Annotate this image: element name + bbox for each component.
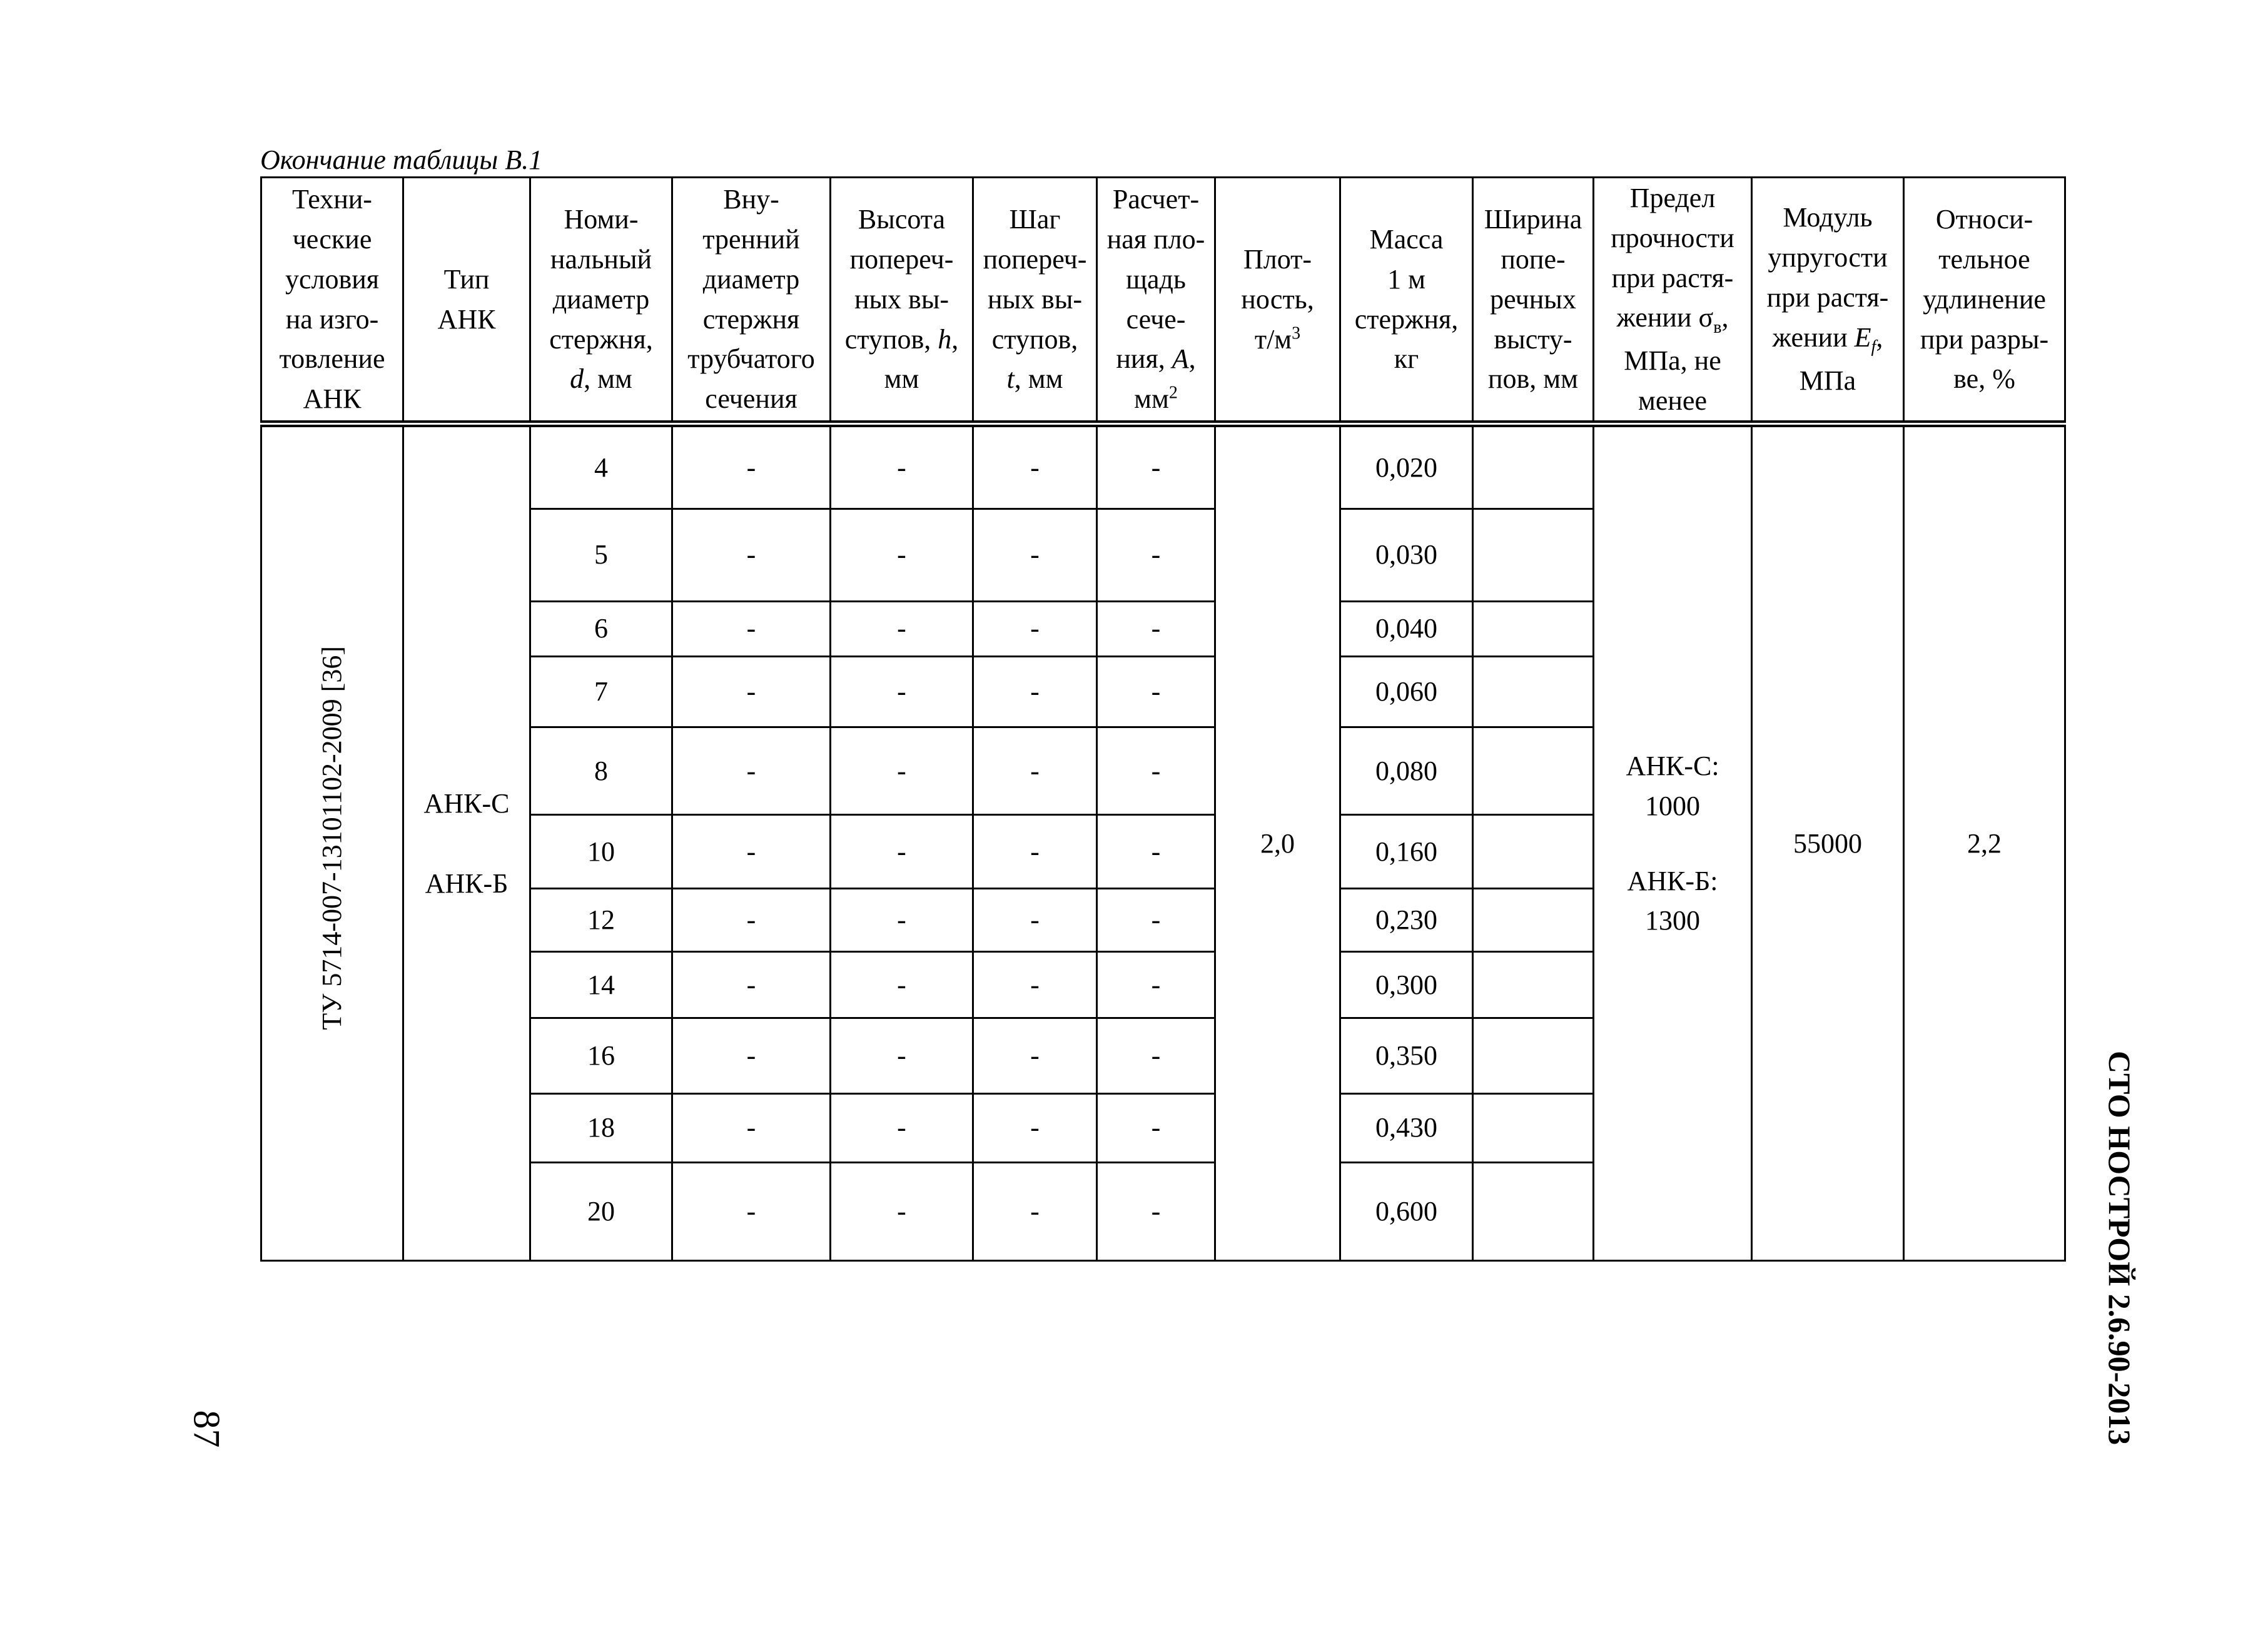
cell-area: - bbox=[1097, 1018, 1215, 1093]
cell-inner: - bbox=[672, 1093, 831, 1162]
cell-area: - bbox=[1097, 889, 1215, 952]
cell-area: - bbox=[1097, 1162, 1215, 1260]
cell-mass: 0,430 bbox=[1340, 1093, 1473, 1162]
cell-h: - bbox=[831, 952, 973, 1018]
cell-width bbox=[1473, 1093, 1594, 1162]
cell-t: - bbox=[973, 815, 1097, 889]
cell-modulus: 55000 bbox=[1752, 424, 1904, 1261]
cell-types: АНК-С АНК-Б bbox=[403, 424, 530, 1261]
header-type: Тип АНК bbox=[403, 178, 530, 424]
cell-t: - bbox=[973, 1093, 1097, 1162]
header-elastic-modulus: Модуль упругости при растя- жении $E_f$, МПа bbox=[1752, 178, 1904, 424]
header-tensile-strength: Предел прочности при растя- жении $\sigma_в$, МПа, не менее bbox=[1594, 178, 1752, 424]
cell-mass: 0,350 bbox=[1340, 1018, 1473, 1093]
cell-mass: 0,300 bbox=[1340, 952, 1473, 1018]
cell-d: 6 bbox=[530, 601, 672, 656]
cell-mass: 0,040 bbox=[1340, 601, 1473, 656]
cell-area: - bbox=[1097, 601, 1215, 656]
spec-table bbox=[260, 176, 2066, 1262]
cell-d: 10 bbox=[530, 815, 672, 889]
header-inner-diameter: Вну- тренний диаметр стержня трубчатого сечения bbox=[672, 178, 831, 424]
cell-mass: 0,230 bbox=[1340, 889, 1473, 952]
cell-density: 2,0 bbox=[1215, 424, 1340, 1261]
header-area: Расчет- ная пло- щадь сече- ния, A, $мм^2$ bbox=[1097, 178, 1215, 424]
cell-inner: - bbox=[672, 656, 831, 727]
tech-spec-text: ТУ 5714-007-13101102-2009 [36] bbox=[316, 645, 348, 1030]
cell-h: - bbox=[831, 424, 973, 509]
cell-area: - bbox=[1097, 1093, 1215, 1162]
cell-width bbox=[1473, 656, 1594, 727]
header-mass: Масса 1 м стержня, кг bbox=[1340, 178, 1473, 424]
cell-h: - bbox=[831, 815, 973, 889]
cell-mass: 0,600 bbox=[1340, 1162, 1473, 1260]
cell-width bbox=[1473, 952, 1594, 1018]
header-tech-spec: Техни- ческие условия на изго- товление АНК bbox=[261, 178, 403, 424]
cell-mass: 0,030 bbox=[1340, 509, 1473, 601]
cell-t: - bbox=[973, 1018, 1097, 1093]
cell-d: 12 bbox=[530, 889, 672, 952]
cell-t: - bbox=[973, 727, 1097, 814]
cell-d: 16 bbox=[530, 1018, 672, 1093]
cell-h: - bbox=[831, 889, 973, 952]
header-rib-height: Высота попереч- ных вы- ступов, h, мм bbox=[831, 178, 973, 424]
cell-inner: - bbox=[672, 424, 831, 509]
header-row bbox=[261, 178, 2065, 424]
cell-h: - bbox=[831, 509, 973, 601]
cell-area: - bbox=[1097, 424, 1215, 509]
header-density: Плот- ность, $т/м^3$ bbox=[1215, 178, 1340, 424]
cell-d: 4 bbox=[530, 424, 672, 509]
cell-area: - bbox=[1097, 656, 1215, 727]
cell-mass: 0,020 bbox=[1340, 424, 1473, 509]
cell-inner: - bbox=[672, 889, 831, 952]
cell-area: - bbox=[1097, 727, 1215, 814]
cell-mass: 0,160 bbox=[1340, 815, 1473, 889]
page-number: 87 bbox=[186, 1410, 228, 1448]
cell-t: - bbox=[973, 889, 1097, 952]
cell-d: 18 bbox=[530, 1093, 672, 1162]
cell-inner: - bbox=[672, 815, 831, 889]
cell-width bbox=[1473, 424, 1594, 509]
cell-width bbox=[1473, 509, 1594, 601]
cell-t: - bbox=[973, 424, 1097, 509]
cell-h: - bbox=[831, 1093, 973, 1162]
spec-table-container bbox=[260, 176, 2064, 1262]
cell-d: 20 bbox=[530, 1162, 672, 1260]
cell-width bbox=[1473, 601, 1594, 656]
cell-area: - bbox=[1097, 815, 1215, 889]
cell-d: 7 bbox=[530, 656, 672, 727]
document-code-side: СТО НОСТРОЙ 2.6.90-2013 bbox=[2102, 1051, 2137, 1445]
cell-width bbox=[1473, 727, 1594, 814]
cell-mass: 0,060 bbox=[1340, 656, 1473, 727]
cell-width bbox=[1473, 815, 1594, 889]
cell-h: - bbox=[831, 1162, 973, 1260]
cell-area: - bbox=[1097, 509, 1215, 601]
header-rib-width: Ширина попе- речных высту- пов, мм bbox=[1473, 178, 1594, 424]
header-nominal-diameter: Номи- нальный диаметр стержня, d, мм bbox=[530, 178, 672, 424]
cell-h: - bbox=[831, 1018, 973, 1093]
cell-t: - bbox=[973, 509, 1097, 601]
cell-h: - bbox=[831, 601, 973, 656]
cell-strength: АНК-С: 1000 АНК-Б: 1300 bbox=[1594, 424, 1752, 1261]
cell-t: - bbox=[973, 601, 1097, 656]
cell-width bbox=[1473, 1018, 1594, 1093]
table-caption: Окончание таблицы В.1 bbox=[260, 144, 543, 175]
header-rib-step: Шаг попереч- ных вы- ступов, t, мм bbox=[973, 178, 1097, 424]
cell-t: - bbox=[973, 952, 1097, 1018]
cell-tech-spec bbox=[261, 424, 403, 1261]
cell-t: - bbox=[973, 656, 1097, 727]
cell-inner: - bbox=[672, 1162, 831, 1260]
cell-d: 8 bbox=[530, 727, 672, 814]
table-row bbox=[261, 424, 2065, 509]
cell-width bbox=[1473, 889, 1594, 952]
cell-h: - bbox=[831, 656, 973, 727]
cell-d: 5 bbox=[530, 509, 672, 601]
cell-inner: - bbox=[672, 509, 831, 601]
cell-elongation: 2,2 bbox=[1904, 424, 2065, 1261]
header-elongation: Относи- тельное удлинение при разры- ве, % bbox=[1904, 178, 2065, 424]
cell-t: - bbox=[973, 1162, 1097, 1260]
cell-inner: - bbox=[672, 952, 831, 1018]
cell-d: 14 bbox=[530, 952, 672, 1018]
cell-inner: - bbox=[672, 1018, 831, 1093]
cell-inner: - bbox=[672, 601, 831, 656]
cell-area: - bbox=[1097, 952, 1215, 1018]
cell-h: - bbox=[831, 727, 973, 814]
cell-inner: - bbox=[672, 727, 831, 814]
cell-width bbox=[1473, 1162, 1594, 1260]
cell-mass: 0,080 bbox=[1340, 727, 1473, 814]
